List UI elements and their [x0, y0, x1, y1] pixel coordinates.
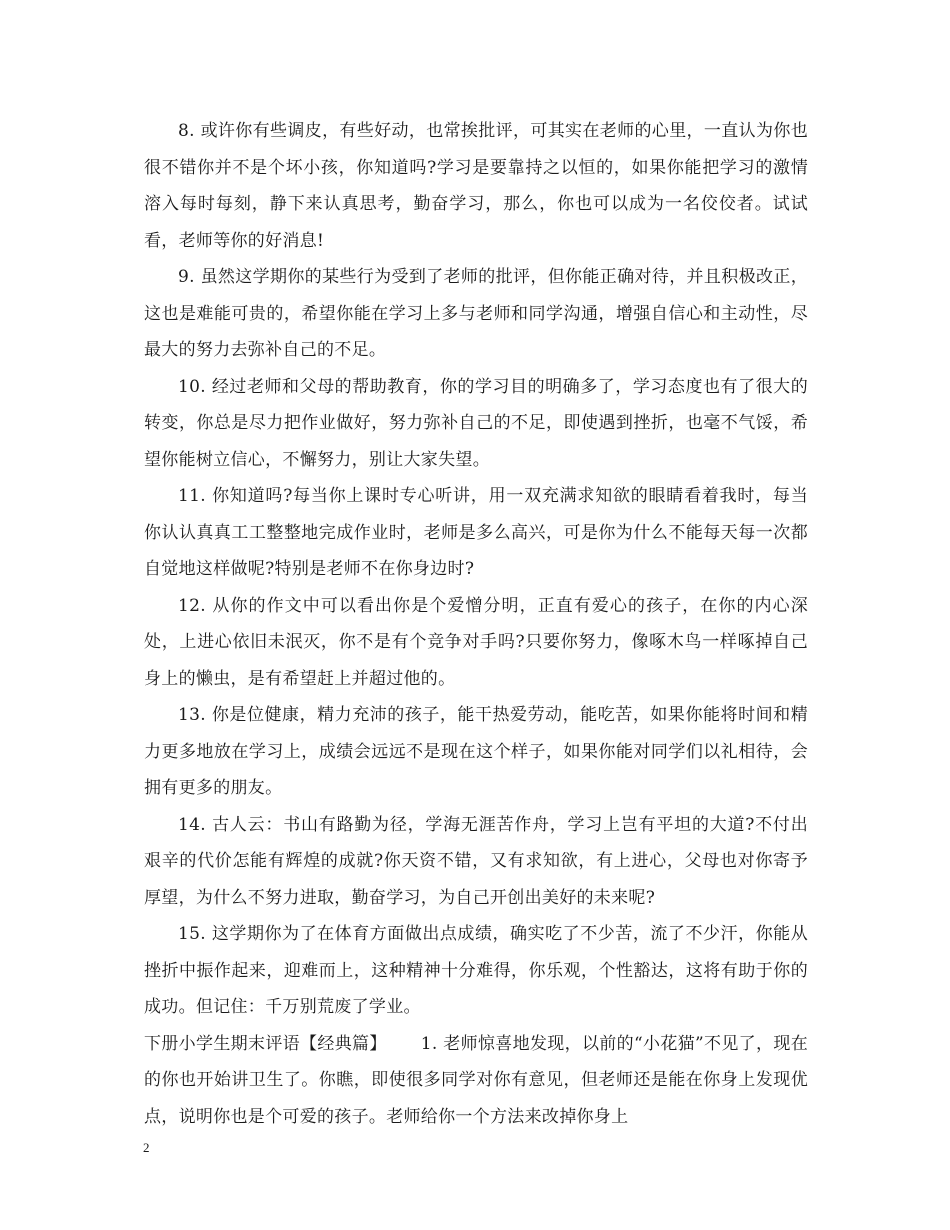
section-paragraph: [144, 1026, 808, 1136]
section-title: 下册小学生期末评语【经典篇】: [144, 1033, 387, 1054]
paragraph-12: 12. 从你的作文中可以看出你是个爱憎分明，正直有爱心的孩子，在你的内心深处，上进心依旧未泯灭，你不是有个竞争对手吗?只要你努力，像啄木鸟一样啄掉自己身上的懒虫，是有希望赶上并超过他的。: [144, 595, 808, 689]
paragraph-13: 13. 你是位健康，精力充沛的孩子，能干热爱劳动，能吃苦，如果你能将时间和精力更多地放在学习上，成绩会远远不是现在这个样子，如果你能对同学们以礼相待，会拥有更多的朋友。: [144, 705, 808, 798]
paragraph-15: 15. 这学期你为了在体育方面做出点成绩，确实吃了不少苦，流了不少汗，你能从挫折中振作起来，迎难而上，这种精神十分难得，你乐观，个性豁达，这将有助于你的成功。但记住：千万别荒废了学业。: [144, 924, 808, 1017]
paragraph-10: 10. 经过老师和父母的帮助教育，你的学习目的明确多了，学习态度也有了很大的转变，你总是尽力把作业做好，努力弥补自己的不足，即使遇到挫折，也毫不气馁，希望你能树立信心，不懈努力，别让大家失望。: [144, 376, 808, 470]
body-text: [144, 113, 808, 1135]
paragraph-14: 14. 古人云：书山有路勤为径，学海无涯苦作舟，学习上岂有平坦的大道?不付出艰辛的代价怎能有辉煌的成就?你天资不错，又有求知欲，有上进心，父母也对你寄予厚望，为什么不努力进取，勤奋学习，为自己开创出美好的未来呢?: [144, 814, 808, 908]
page-number: 2: [143, 1140, 150, 1155]
section-first-item: 1. 老师惊喜地发现，以前的“小花猫”不见了，现在的你也开始讲卫生了。你瞧，即使很多同学对你有意见，但老师还是能在你身上发现优点，说明你也是个可爱的孩子。老师给你一个方法来改掉你身上: [144, 1033, 808, 1127]
paragraph-11: 11. 你知道吗?每当你上课时专心听讲，用一双充满求知欲的眼睛看着我时，每当你认认真真工工整整地完成作业时，老师是多么高兴，可是你为什么不能每天每一次都自觉地这样做呢?特别是老师不在你身边时?: [144, 486, 808, 579]
paragraph-8: 8. 或许你有些调皮，有些好动，也常挨批评，可其实在老师的心里，一直认为你也很不错你并不是个坏小孩，你知道吗?学习是要靠持之以恒的，如果你能把学习的激情溶入每时每刻，静下来认真思考，勤奋学习，那么，你也可以成为一名佼佼者。试试看，老师等你的好消息!: [144, 121, 808, 251]
paragraph-9: 9. 虽然这学期你的某些行为受到了老师的批评，但你能正确对待，并且积极改正，这也是难能可贵的，希望你能在学习上多与老师和同学沟通，增强自信心和主动性，尽最大的努力去弥补自己的不足。: [144, 267, 808, 360]
